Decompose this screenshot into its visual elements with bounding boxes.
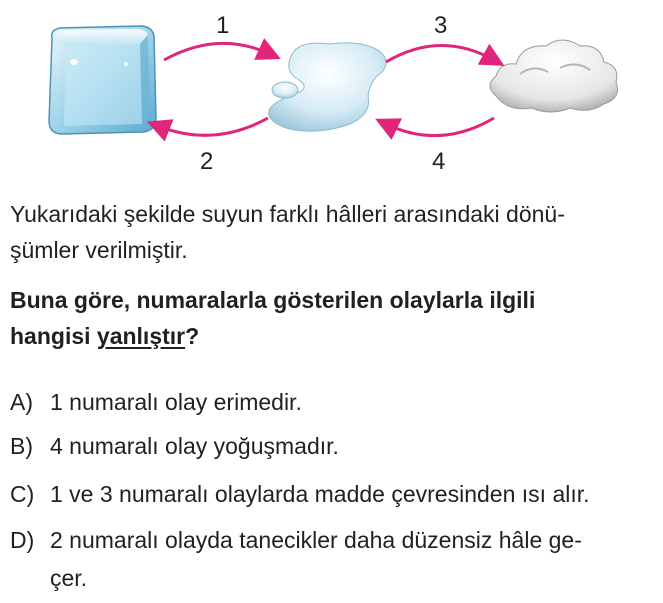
option-a[interactable] [10, 384, 302, 420]
label-1: 1 [216, 12, 230, 39]
prompt-underlined: yanlıştır [96, 323, 186, 349]
option-d-continued [10, 560, 88, 596]
arrow-4 [386, 118, 494, 136]
water-states-figure [0, 0, 663, 190]
arrow-2 [158, 118, 268, 135]
intro-line-1: Yukarıdaki şekilde suyun farklı hâlleri arasındaki dönü- [10, 201, 565, 227]
question-prompt [10, 282, 655, 354]
option-b-letter: B) [10, 433, 33, 459]
option-a-text: 1 numaralı olay erimedir. [50, 389, 302, 415]
prompt-mark: ? [185, 323, 200, 349]
intro-line-2: şümler verilmiştir. [10, 237, 188, 263]
option-c[interactable] [10, 476, 590, 512]
prompt-text: hangisi [10, 323, 97, 349]
option-d-letter: D) [10, 527, 35, 553]
option-c-letter: C) [10, 481, 35, 507]
label-4: 4 [432, 148, 446, 175]
arrow-3 [386, 45, 494, 62]
option-d-text-1: 2 numaralı olayda tanecikler daha düzensiz hâle ge- [50, 527, 582, 553]
cloud-icon [490, 40, 618, 112]
prompt-line-1: Buna göre, numaralarla gösterilen olaylarla ilgili [10, 287, 536, 313]
figure-drawing [0, 0, 663, 190]
option-d[interactable] [10, 522, 582, 558]
question-intro [10, 196, 655, 268]
option-c-text: 1 ve 3 numaralı olaylarda madde çevresinden ısı alır. [50, 481, 590, 507]
option-d-text-2: çer. [50, 565, 88, 591]
ice-cube-icon [49, 26, 156, 134]
label-2: 2 [200, 148, 214, 175]
label-3: 3 [434, 12, 448, 39]
prompt-line-2 [10, 318, 655, 354]
arrow-1 [164, 43, 270, 60]
option-a-letter: A) [10, 389, 33, 415]
water-puddle-icon [269, 43, 386, 131]
option-b[interactable] [10, 428, 339, 464]
option-b-text: 4 numaralı olay yoğuşmadır. [50, 433, 339, 459]
